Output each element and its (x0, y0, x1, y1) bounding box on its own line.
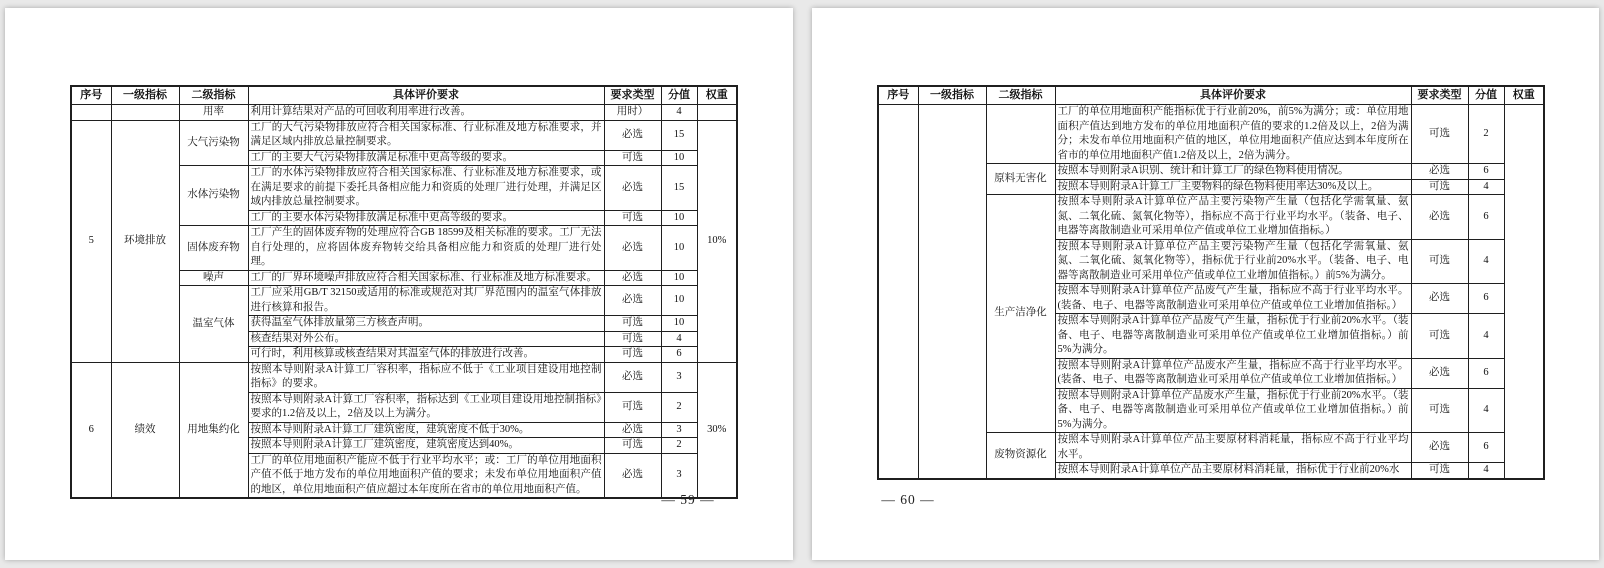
cell-score: 4 (661, 331, 697, 347)
cell-weight (697, 105, 737, 121)
table-header-row (71, 86, 737, 105)
cell-score: 4 (1468, 179, 1504, 195)
cell-score: 10 (661, 226, 697, 271)
cell-requirement: 按照本导则附录A计算工厂容积率，指标达到《工业项目建设用地控制指标》要求的1.2倍及以上，2倍及以上为满分。 (248, 392, 604, 422)
cell-type: 必选 (604, 362, 661, 392)
cell-type: 可选 (604, 392, 661, 422)
cell-score: 6 (1468, 433, 1504, 463)
cell-type: 可选 (1411, 463, 1468, 479)
cell-type: 必选 (1411, 433, 1468, 463)
cell-level2: 噪声 (179, 270, 248, 286)
col-header-weight: 权重 (1504, 86, 1544, 105)
cell-requirement: 按照本导则附录A计算单位产品主要原材料消耗量，指标优于行业前20%水 (1055, 463, 1411, 479)
cell-weight: 10% (697, 120, 737, 362)
cell-no: 5 (71, 120, 111, 362)
cell-type: 必选 (1411, 358, 1468, 388)
cell-requirement: 按照本导则附录A计算工厂容积率，指标应不低于《工业项目建设用地控制指标》的要求。 (248, 362, 604, 392)
cell-type: 可选 (1411, 105, 1468, 164)
table-header-row (878, 86, 1544, 105)
cell-requirement: 按照本导则附录A计算单位产品主要原材料消耗量，指标应不高于行业平均水平。 (1055, 433, 1411, 463)
cell-requirement: 按照本导则附录A计算单位产品主要污染物产生量（包括化学需氧量、氨氮、二氧化硫、氮氧化物等），指标优于行业前20%水平。（装备、电子、电器等离散制造业可采用单位产值或单位工业增加值指标。）前5%为满分。 (1055, 239, 1411, 284)
cell-type: 可选 (1411, 179, 1468, 195)
cell-level1: 环境排放 (111, 120, 179, 362)
cell-weight: 30% (697, 362, 737, 498)
cell-requirement: 工厂的主要大气污染物排放满足标准中更高等级的要求。 (248, 150, 604, 166)
cell-type: 必选 (1411, 195, 1468, 240)
cell-score: 6 (661, 347, 697, 363)
cell-requirement: 工厂的水体污染物排放应符合相关国家标准、行业标准及地方标准要求，或在满足要求的前提下委托具备相应能力和资质的处理厂进行处理，并满足区域内排放总量控制要求。 (248, 166, 604, 211)
cell-score: 6 (1468, 358, 1504, 388)
cell-type: 可选 (1411, 239, 1468, 284)
cell-score: 15 (661, 166, 697, 211)
col-header-level2: 二级指标 (179, 86, 248, 105)
cell-score: 10 (661, 270, 697, 286)
cell-requirement: 按照本导则附录A计算单位产品废气产生量，指标优于行业前20%水平。（装备、电子、电器等离散制造业可采用单位产值或单位工业增加值指标。）前5%为满分。 (1055, 314, 1411, 359)
cell-score: 4 (1468, 388, 1504, 433)
cell-type: 可选 (1411, 314, 1468, 359)
cell-type: 必选 (604, 286, 661, 316)
cell-level2: 用率 (179, 105, 248, 121)
cell-requirement: 按照本导则附录A计算工厂建筑密度，建筑密度达到40%。 (248, 438, 604, 454)
cell-score: 3 (661, 362, 697, 392)
cell-requirement: 按照本导则附录A识别、统计和计算工厂的绿色物料使用情况。 (1055, 164, 1411, 180)
cell-requirement: 工厂产生的固体废弃物的处理应符合GB 18599及相关标准的要求。工厂无法自行处理的，应将固体废弃物转交给具备相应能力和资质的处理厂进行处理。 (248, 226, 604, 271)
cell-level2: 原料无害化 (986, 164, 1055, 195)
cell-score: 4 (1468, 314, 1504, 359)
cell-score: 4 (661, 105, 697, 121)
cell-no (71, 105, 111, 121)
cell-type: 必选 (604, 120, 661, 150)
col-header-no: 序号 (878, 86, 918, 105)
cell-requirement: 可行时，利用核算或核查结果对其温室气体的排放进行改善。 (248, 347, 604, 363)
cell-type: 可选 (1411, 388, 1468, 433)
cell-requirement: 按照本导则附录A计算单位产品主要污染物产生量（包括化学需氧量、氨氮、二氧化硫、氮氧化物等），指标应不高于行业平均水平。（装备、电子、电器等离散制造业可采用单位产值或单位工业增加值指标。） (1055, 195, 1411, 240)
col-header-level2: 二级指标 (986, 86, 1055, 105)
cell-requirement: 工厂应采用GB/T 32150或适用的标准或规范对其厂界范围内的温室气体排放进行核算和报告。 (248, 286, 604, 316)
cell-level2: 用地集约化 (179, 362, 248, 498)
col-header-level1: 一级指标 (111, 86, 179, 105)
page-number-59: — 59 — (661, 492, 715, 507)
cell-score: 10 (661, 286, 697, 316)
evaluation-table-page-59 (70, 85, 738, 499)
cell-type: 可选 (604, 438, 661, 454)
cell-score: 4 (1468, 239, 1504, 284)
table-row (878, 105, 1544, 164)
cell-type: 可选 (604, 150, 661, 166)
cell-score: 6 (1468, 195, 1504, 240)
cell-type: 可选 (604, 316, 661, 332)
page-number-60: — 60 — (881, 492, 935, 507)
cell-requirement: 按照本导则附录A计算单位产品废水产生量，指标优于行业前20%水平。（装备、电子、电器等离散制造业可采用单位产值或单位工业增加值指标。）前5%为满分。 (1055, 388, 1411, 433)
cell-no (878, 105, 918, 479)
cell-type: 可选 (604, 347, 661, 363)
col-header-type: 要求类型 (1411, 86, 1468, 105)
cell-type: 必选 (1411, 164, 1468, 180)
col-header-level1: 一级指标 (918, 86, 986, 105)
cell-requirement: 工厂的单位用地面积产能指标优于行业前20%，前5%为满分；或：单位用地面积产值达到地方发布的单位用地面积产值的要求的1.2倍及以上，2倍为满分；未发布单位用地面积产值的地区，单位用地面积产值应达到本年度所在省市的单位用地面积产值1.2倍及以上，2倍为满分。 (1055, 105, 1411, 164)
cell-score: 10 (661, 210, 697, 226)
cell-type: 必选 (604, 453, 661, 498)
cell-type: 必选 (1411, 284, 1468, 314)
cell-level1 (918, 105, 986, 479)
cell-requirement: 工厂的主要水体污染物排放满足标准中更高等级的要求。 (248, 210, 604, 226)
cell-no: 6 (71, 362, 111, 498)
cell-type: 必选 (604, 270, 661, 286)
cell-requirement: 获得温室气体排放量第三方核查声明。 (248, 316, 604, 332)
col-header-requirement: 具体评价要求 (248, 86, 604, 105)
cell-requirement: 工厂的大气污染物排放应符合相关国家标准、行业标准及地方标准要求，并满足区域内排放总量控制要求。 (248, 120, 604, 150)
cell-level2: 大气污染物 (179, 120, 248, 166)
cell-requirement: 工厂的单位用地面积产能应不低于行业平均水平；或：工厂的单位用地面积产值不低于地方发布的单位用地面积产值的要求；未发布单位用地面积产值的地区，单位用地面积产值应超过本年度所在省市的单位用地面积产值。 (248, 453, 604, 498)
cell-score: 10 (661, 316, 697, 332)
table-row (71, 120, 737, 150)
cell-type: 可选 (604, 210, 661, 226)
cell-requirement: 按照本导则附录A计算工厂建筑密度，建筑密度不低于30%。 (248, 422, 604, 438)
cell-requirement: 核查结果对外公布。 (248, 331, 604, 347)
cell-type: 可选 (604, 331, 661, 347)
cell-score: 6 (1468, 164, 1504, 180)
cell-level2: 固体废弃物 (179, 226, 248, 271)
cell-type: 用时） (604, 105, 661, 121)
cell-score: 2 (1468, 105, 1504, 164)
cell-weight (1504, 105, 1544, 479)
col-header-weight: 权重 (697, 86, 737, 105)
col-header-score: 分值 (1468, 86, 1504, 105)
cell-requirement: 按照本导则附录A计算单位产品废水产生量，指标应不高于行业平均水平。(装备、电子、电器等离散制造业可采用单位产值或单位工业增加值指标。） (1055, 358, 1411, 388)
cell-level2: 水体污染物 (179, 166, 248, 226)
page-60 (812, 8, 1599, 560)
cell-requirement: 工厂的厂界环境噪声排放应符合相关国家标准、行业标准及地方标准要求。 (248, 270, 604, 286)
cell-score: 15 (661, 120, 697, 150)
col-header-type: 要求类型 (604, 86, 661, 105)
col-header-no: 序号 (71, 86, 111, 105)
cell-score: 6 (1468, 284, 1504, 314)
col-header-score: 分值 (661, 86, 697, 105)
cell-level2: 温室气体 (179, 286, 248, 363)
cell-requirement: 利用计算结果对产品的可回收利用率进行改善。 (248, 105, 604, 121)
cell-score: 4 (1468, 463, 1504, 479)
evaluation-table-page-60 (877, 85, 1545, 480)
cell-score: 10 (661, 150, 697, 166)
cell-requirement: 按照本导则附录A计算工厂主要物料的绿色物料使用率达30%及以上。 (1055, 179, 1411, 195)
cell-level1 (111, 105, 179, 121)
cell-level1: 绩效 (111, 362, 179, 498)
cell-type: 必选 (604, 166, 661, 211)
cell-type: 必选 (604, 226, 661, 271)
cell-score: 3 (661, 453, 697, 498)
cell-score: 2 (661, 438, 697, 454)
cell-level2: 废物资源化 (986, 433, 1055, 479)
table-row (71, 105, 737, 121)
cell-type: 必选 (604, 422, 661, 438)
cell-requirement: 按照本导则附录A计算单位产品废气产生量，指标应不高于行业平均水平。(装备、电子、电器等离散制造业可采用单位产值或单位工业增加值指标。） (1055, 284, 1411, 314)
cell-score: 2 (661, 392, 697, 422)
table-row (71, 362, 737, 392)
cell-level2 (986, 105, 1055, 164)
cell-level2: 生产洁净化 (986, 195, 1055, 433)
page-59 (5, 8, 793, 560)
col-header-requirement: 具体评价要求 (1055, 86, 1411, 105)
cell-score: 3 (661, 422, 697, 438)
